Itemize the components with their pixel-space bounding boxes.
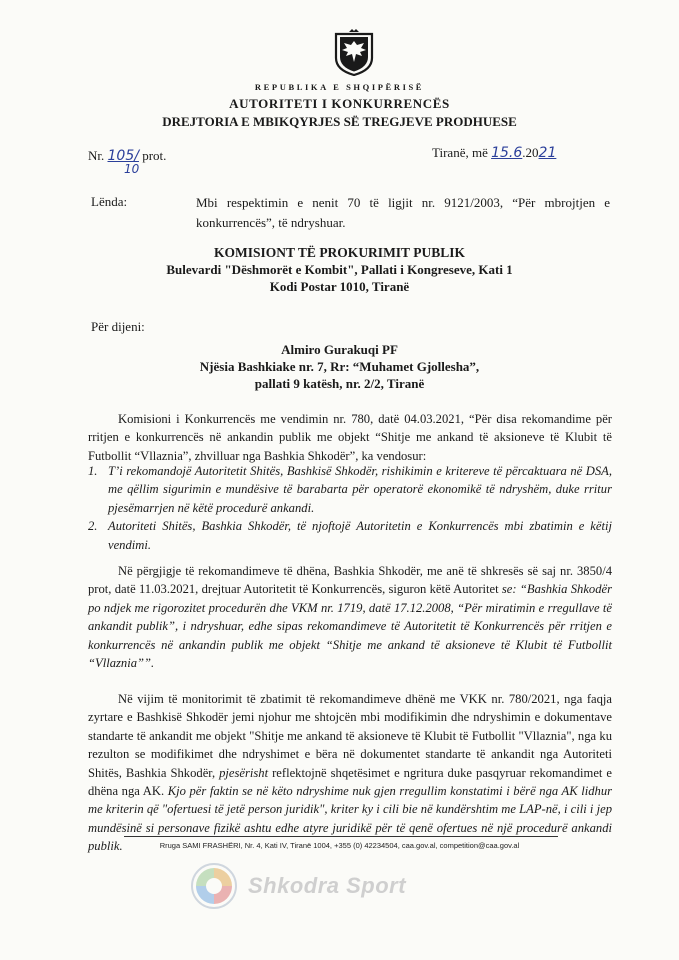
- republic-heading: REPUBLIKA E SHQIPËRISË: [254, 82, 425, 92]
- paragraph-3-text: Në vijim të monitorimit të zbatimit të rekomandimeve dhënë me VKK nr. 780/2021, nga faqja zyrtare e Bashkisë Shkodër jemi njohur me shtojcën mbi modifikimin dhe ndryshimin e dokumentave standarte të ankandit me objekt "Shitje me ankand të aksioneve të Klubit të Futbollit "Vllaznia", nga ku rezulton se modifikimet dhe ndryshimet e bëra në dokumentet standarte të ankandit nga Autoriteti Shitës, Bashkia Shkodër,: [88, 692, 612, 780]
- watermark-brand: Shkodra Sport: [248, 873, 407, 898]
- place-label: Tiranë, më: [432, 145, 488, 160]
- for-info-label: Për dijeni:: [91, 319, 145, 334]
- authority-heading: AUTORITETI I KONKURRENCËS: [229, 96, 450, 111]
- paragraph-3-text-continued: reflektojnë shqetësimet e ngritura duke pasqyruar rekomandimet e dhëna nga AK.: [88, 765, 612, 799]
- body-paragraph-1: Komisioni i Konkurrencës me vendimin nr. 780, datë 04.03.2021, “Për disa rekomandime për rritjen e konkurrencës në ankandin publik me objekt “Shitje me ankand të aksioneve të Klubit të Futbollit “Vllaznia”, zhvilluar nga Bashkia Shkodër”, ka vendosur:: [88, 412, 612, 463]
- footer-address: Rruga SAMI FRASHËRI, Nr. 4, Kati IV, Tiranë 1004, +355 (0) 42234504, caa.gov.al, competition@caa.gov.al: [159, 841, 520, 850]
- paragraph-3-italic-conclusion: Kjo për faktin se në këto ndryshime nuk gjen rregullim konstatimi i bërë nga AK lidhur me kriterin që "ofertuesi të jetë person juridik", kriter ky i cili bie në kundërshtim me LAP-në, i cili i jep mundësinë si personave fizikë ashtu edhe atyre juridikë për të qenë ofertues në një procedurë ankandi publik.: [88, 784, 613, 854]
- list-item-text: Autoriteti Shitës, Bashkia Shkodër, të njoftojë Autoritetin e Konkurrencës mbi zbatimin e këtij vendimi.: [108, 519, 612, 552]
- paragraph-3-emphasis: pjesërisht: [219, 765, 269, 780]
- list-item-number: 2.: [88, 519, 98, 534]
- paragraph-2-quote: se: “Bashkia Shkodër po ndjek me rigorozitet procedurën dhe VKM nr. 1719, datë 17.12.2008, “Për miratimin e rregullave të ankandit publik”, i ndryshuar, edhe sipas rekomandimeve të Autoritetit të Konkurrencës për rritjen e konkurrencës në ankandin publik me objekt “Shitje me ankand të aksioneve të Klubit të Futbollit “Vllaznia””.: [88, 582, 612, 671]
- body-paragraph-2: [88, 562, 612, 672]
- directorate-heading: DREJTORIA E MBIKQYRJES SË TREGJEVE PRODHUESE: [162, 114, 517, 129]
- date-value: 15.6: [491, 145, 523, 161]
- prot-label: prot.: [142, 148, 167, 163]
- paragraph-2-text: Në përgjigje të rekomandimeve të dhëna, Bashkia Shkodër, me anë të shkresës së saj nr. 3850/4 prot, datë 11.03.2021, drejtuar Autoritetit të Konkurrencës, siguron këtë Autoritet: [88, 564, 612, 597]
- list-item: [88, 462, 612, 517]
- for-info-name: Almiro Gurakuqi PF: [281, 342, 398, 357]
- nr-sub-value: 10: [124, 162, 140, 176]
- list-item: [88, 517, 612, 554]
- list-item-text: T’i rekomandojë Autoritetit Shitës, Bashkisë Shkodër, rishikimin e kritereve të përcaktuara në DSA, me qëllim sigurimin e mundësive të barabarta për operatorë ekonomikë të ndryshëm, duke rritur pjesëmarrjen në këtë procedurë ankandi.: [108, 464, 612, 515]
- subject-text: Mbi respektimin e nenit 70 të ligjit nr. 9121/2003, “Për mbrojtjen e konkurrencës”, të ndryshuar.: [196, 195, 610, 230]
- albanian-eagle-emblem-icon: [332, 28, 376, 76]
- year-prefix: .20: [522, 145, 539, 160]
- for-info-address-line: Njësia Bashkiake nr. 7, Rr: “Muhamet Gjollesha”,: [199, 359, 480, 374]
- for-info-address-line: pallati 9 katësh, nr. 2/2, Tiranë: [254, 376, 425, 391]
- list-item-number: 1.: [88, 464, 98, 478]
- subject-label: Lënda:: [91, 194, 128, 209]
- addressee-street: Bulevardi "Dëshmorët e Kombit", Pallati i Kongreseve, Kati 1: [166, 262, 513, 277]
- nr-label: Nr.: [88, 148, 105, 163]
- year-suffix: 21: [538, 145, 557, 161]
- shkodra-sport-logo-icon: [190, 862, 238, 910]
- footer-divider: [124, 836, 558, 837]
- addressee-name: KOMISIONT TË PROKURIMIT PUBLIK: [214, 245, 465, 260]
- addressee-postal: Kodi Postar 1010, Tiranë: [269, 279, 410, 294]
- protocol-number: [88, 148, 167, 176]
- recommendation-list: [88, 462, 612, 554]
- body-paragraph-3: [88, 690, 612, 856]
- date-line: [432, 145, 556, 161]
- nr-value: 105/: [107, 148, 139, 164]
